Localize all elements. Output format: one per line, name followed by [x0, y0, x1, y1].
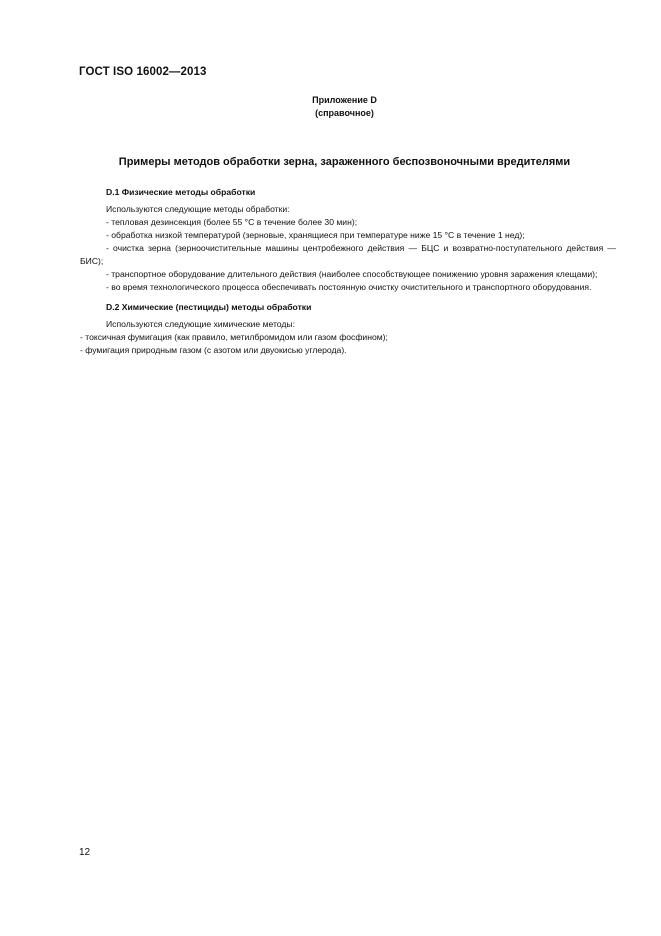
- page-number: 12: [79, 847, 91, 858]
- section-1-title: D.1 Физические методы обработки: [106, 187, 256, 197]
- section-2-intro: Используются следующие химические методы:: [106, 319, 295, 329]
- list-item: - тепловая дезинсекция (более 55 °С в течение более 30 мин);: [106, 217, 358, 227]
- list-item: - фумигация природным газом (с азотом или двуокисью углерода).: [80, 345, 347, 355]
- page-title: Примеры методов обработки зерна, зараженного беспозвоночными вредителями: [118, 156, 571, 168]
- section-2-title: D.2 Химические (пестициды) методы обработки: [106, 302, 312, 312]
- appendix-heading: [0, 94, 661, 120]
- section-1-intro: Используются следующие методы обработки:: [106, 204, 290, 214]
- document-code: ГОСТ ISO 16002—2013: [79, 66, 207, 78]
- list-item: - обработка низкой температурой (зерновые, хранящиеся при температуре ниже 15 °С в течение 1 нед);: [106, 230, 525, 240]
- appendix-type: (справочное): [315, 108, 374, 118]
- appendix-label: Приложение D: [312, 95, 377, 105]
- document-body: [80, 186, 616, 357]
- list-item: - очистка зерна (зерноочистительные машины центробежного действия — БЦС и возвратно-поступательного действия — БИС);: [80, 243, 616, 266]
- list-item: - токсичная фумигация (как правило, метилбромидом или газом фосфином);: [80, 332, 388, 342]
- list-item: - транспортное оборудование длительного действия (наиболее способствующее понижению уровня заражения клещами);: [106, 269, 598, 279]
- list-item: - во время технологического процесса обеспечивать постоянную очистку очистительного и транспортного оборудования.: [106, 282, 592, 292]
